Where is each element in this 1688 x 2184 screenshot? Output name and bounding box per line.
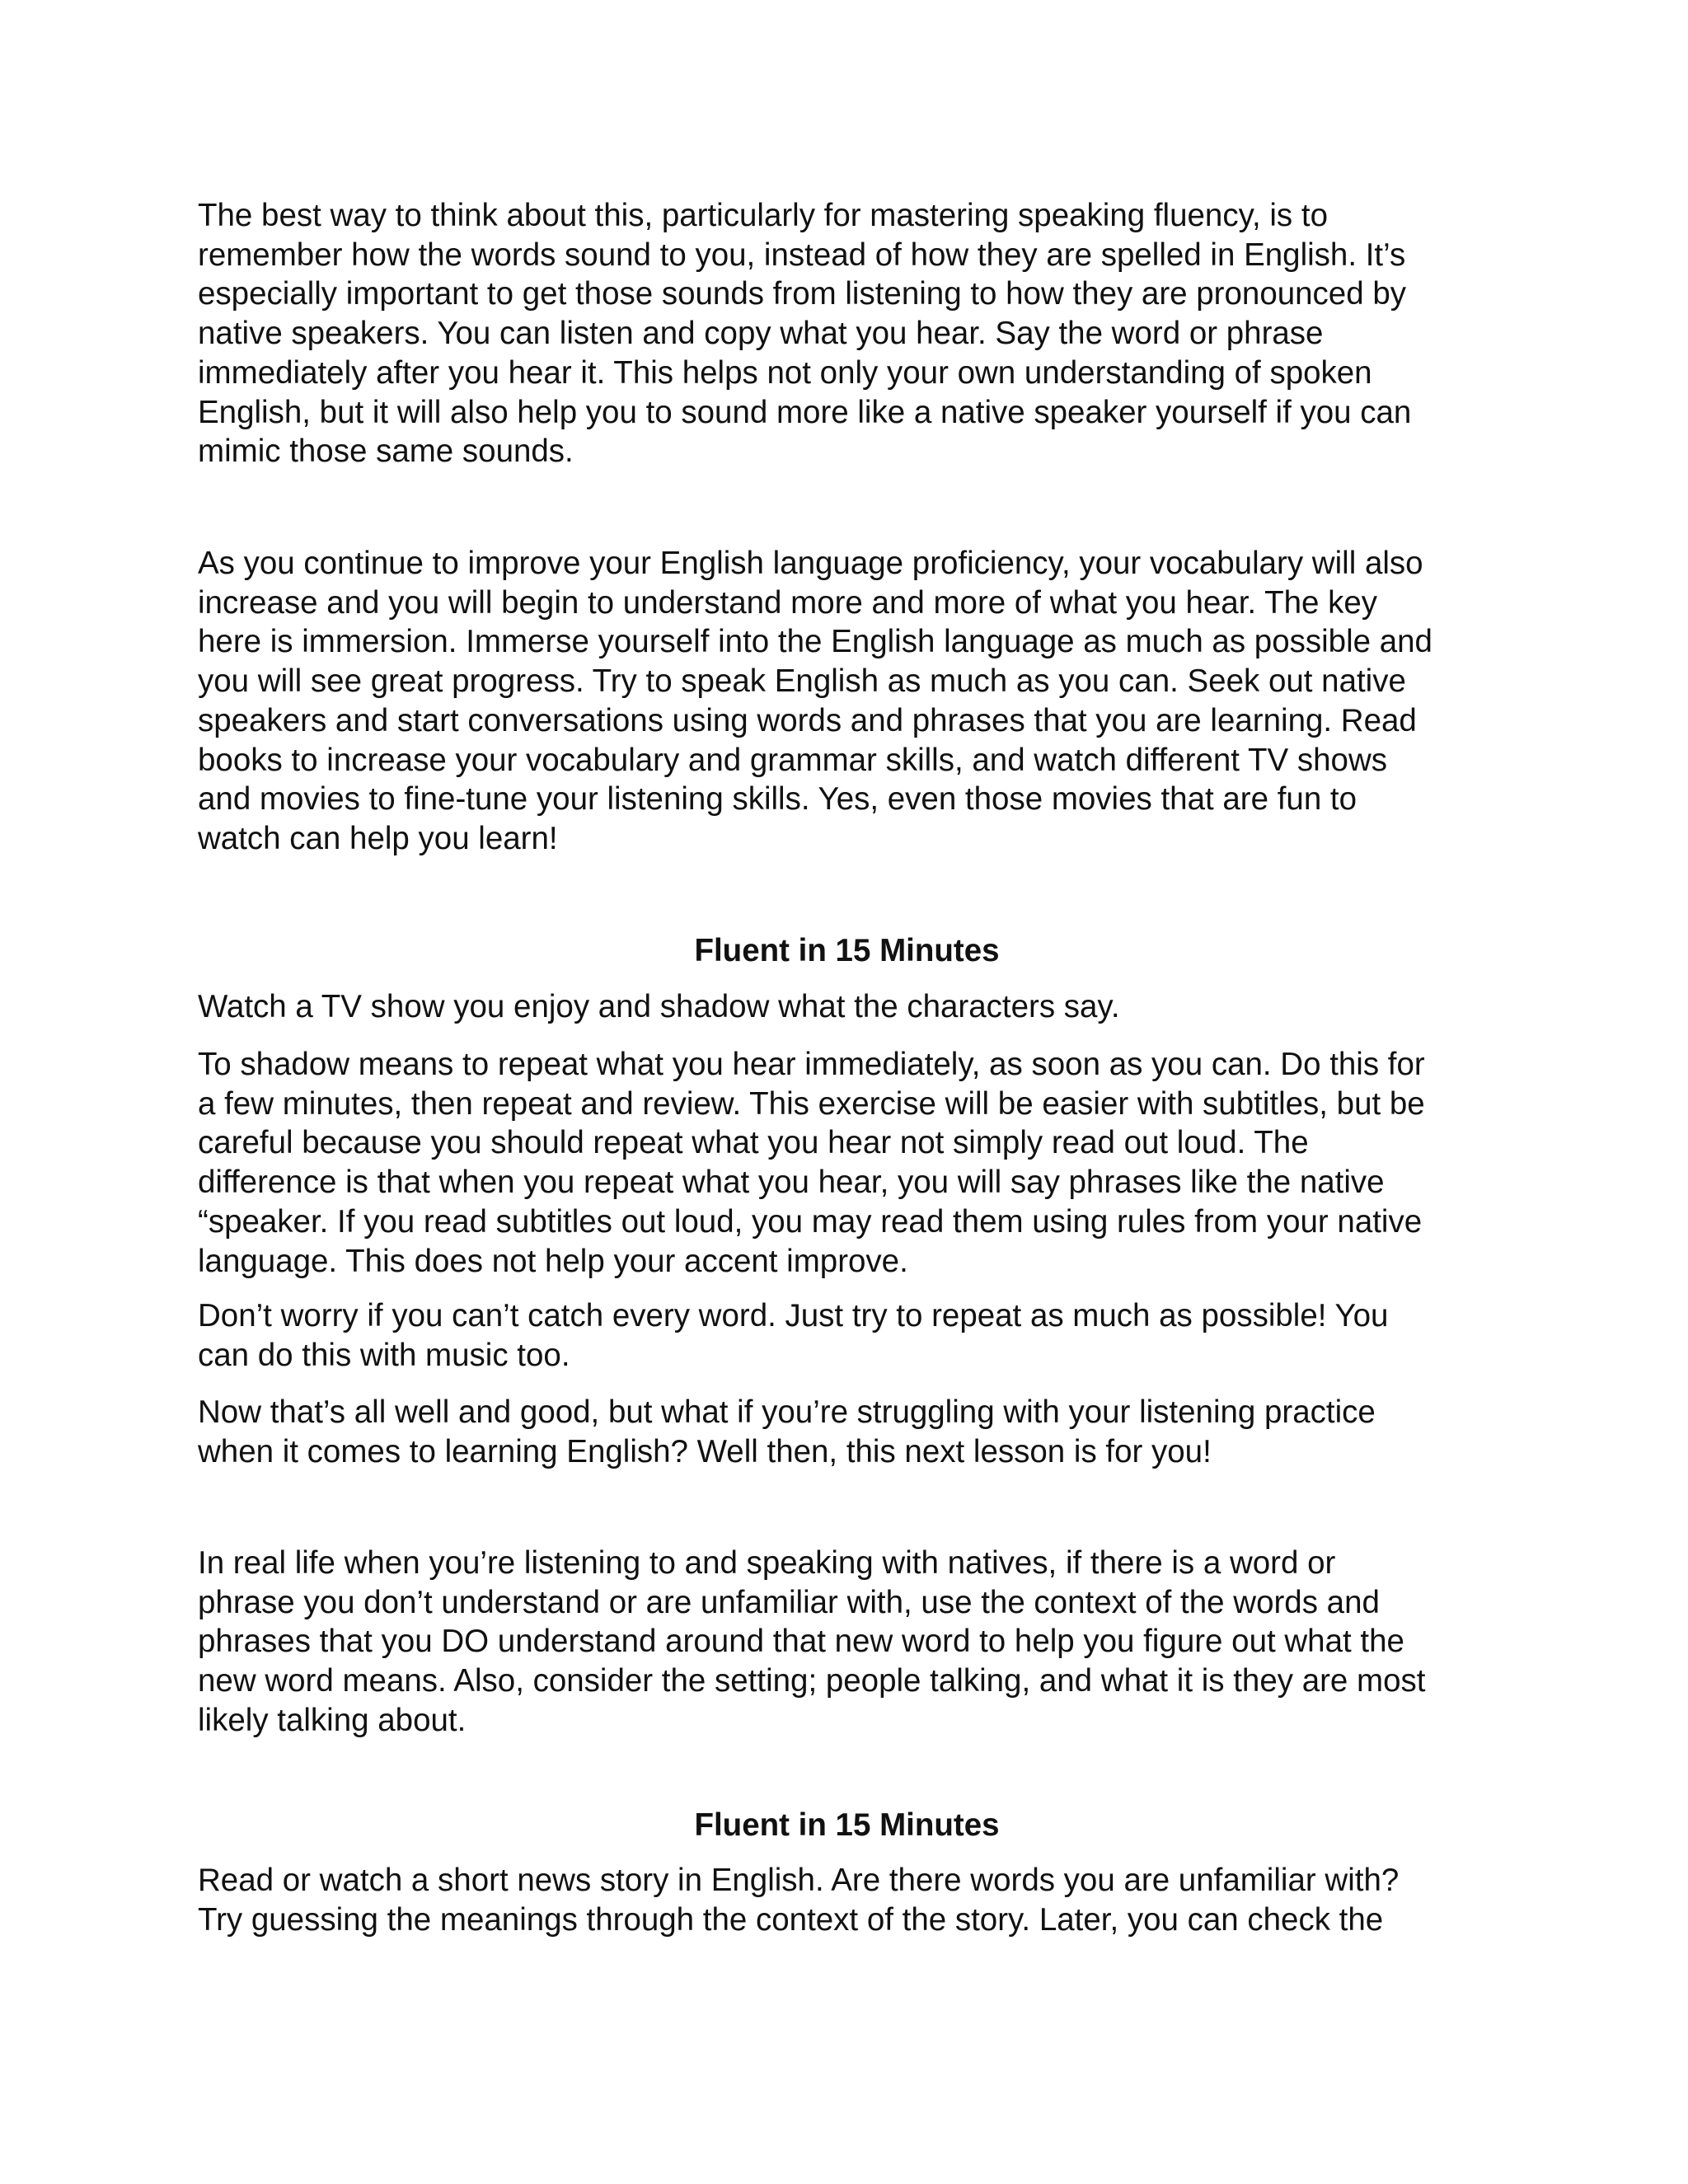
paragraph-dont-worry <box>198 1296 1496 1375</box>
paragraph-line: language. This does not help your accent improve. <box>198 1243 908 1279</box>
paragraph-line: As you continue to improve your English language proficiency, your vocabulary will also <box>198 546 1423 581</box>
paragraph-line: remember how the words sound to you, instead of how they are spelled in English. It’s <box>198 237 1406 273</box>
paragraph-line: mimic those same sounds. <box>198 434 574 470</box>
paragraph-line: careful because you should repeat what you hear not simply read out loud. The <box>198 1125 1309 1161</box>
paragraph-line: can do this with music too. <box>198 1337 570 1373</box>
paragraph-line: you will see great progress. Try to speak English as much as you can. Seek out native <box>198 663 1406 700</box>
paragraph-listening-sounds <box>198 196 1496 471</box>
paragraph-line: Now that’s all well and good, but what if you’re struggling with your listening practice <box>198 1394 1376 1430</box>
paragraph-exercise-shadow <box>198 987 1496 1027</box>
paragraph-line: difference is that when you repeat what you hear, you will say phrases like the native <box>198 1165 1385 1201</box>
paragraph-line: The best way to think about this, particularly for mastering speaking fluency, is to <box>198 198 1328 233</box>
paragraph-line: phrase you don’t understand or are unfamiliar with, use the context of the words and <box>198 1584 1380 1620</box>
paragraph-line: watch can help you learn! <box>198 820 558 856</box>
paragraph-line: immediately after you hear it. This helps not only your own understanding of spoken <box>198 354 1372 391</box>
section-heading: Fluent in 15 Minutes <box>694 1807 1000 1843</box>
paragraph-immersion <box>198 544 1496 859</box>
paragraph-line: Watch a TV show you enjoy and shadow what the characters say. <box>198 989 1120 1024</box>
paragraph-line: speakers and start conversations using words and phrases that you are learning. Read <box>198 702 1417 738</box>
paragraph-line: In real life when you’re listening to and speaking with natives, if there is a word or <box>198 1545 1336 1581</box>
paragraph-listening-practice <box>198 1393 1496 1471</box>
paragraph-line: and movies to fine-tune your listening skills. Yes, even those movies that are fun to <box>198 781 1357 818</box>
paragraph-line: Try guessing the meanings through the context of the story. Later, you can check the <box>198 1901 1384 1938</box>
paragraph-line: a few minutes, then repeat and review. This exercise will be easier with subtitles, but be <box>198 1085 1425 1122</box>
paragraph-line: Don’t worry if you can’t catch every word. Just try to repeat as much as possible! You <box>198 1298 1389 1333</box>
paragraph-context <box>198 1544 1496 1741</box>
paragraph-line: To shadow means to repeat what you hear immediately, as soon as you can. Do this for <box>198 1047 1425 1082</box>
section-heading: Fluent in 15 Minutes <box>694 933 1000 968</box>
paragraph-line: new word means. Also, consider the setting; people talking, and what it is they are most <box>198 1663 1426 1699</box>
paragraph-line: especially important to get those sounds from listening to how they are pronounced by <box>198 276 1406 312</box>
paragraph-line: here is immersion. Immerse yourself into the English language as much as possible and <box>198 624 1432 660</box>
paragraph-line: Read or watch a short news story in English. Are there words you are unfamiliar with? <box>198 1863 1400 1898</box>
paragraph-line: when it comes to learning English? Well then, this next lesson is for you! <box>198 1433 1212 1469</box>
paragraph-line: increase and you will begin to understand more and more of what you hear. The key <box>198 584 1378 621</box>
paragraph-shadow-explanation <box>198 1045 1496 1281</box>
paragraph-line: phrases that you DO understand around that new word to help you figure out what the <box>198 1624 1404 1660</box>
paragraph-line: books to increase your vocabulary and grammar skills, and watch different TV shows <box>198 742 1388 778</box>
paragraph-line: English, but it will also help you to sound more like a native speaker yourself if you can <box>198 394 1412 430</box>
paragraph-line: native speakers. You can listen and copy what you hear. Say the word or phrase <box>198 316 1324 352</box>
paragraph-line: likely talking about. <box>198 1702 467 1738</box>
paragraph-exercise-news <box>198 1861 1496 1939</box>
paragraph-line: “speaker. If you read subtitles out loud, you may read them using rules from your native <box>198 1203 1423 1240</box>
